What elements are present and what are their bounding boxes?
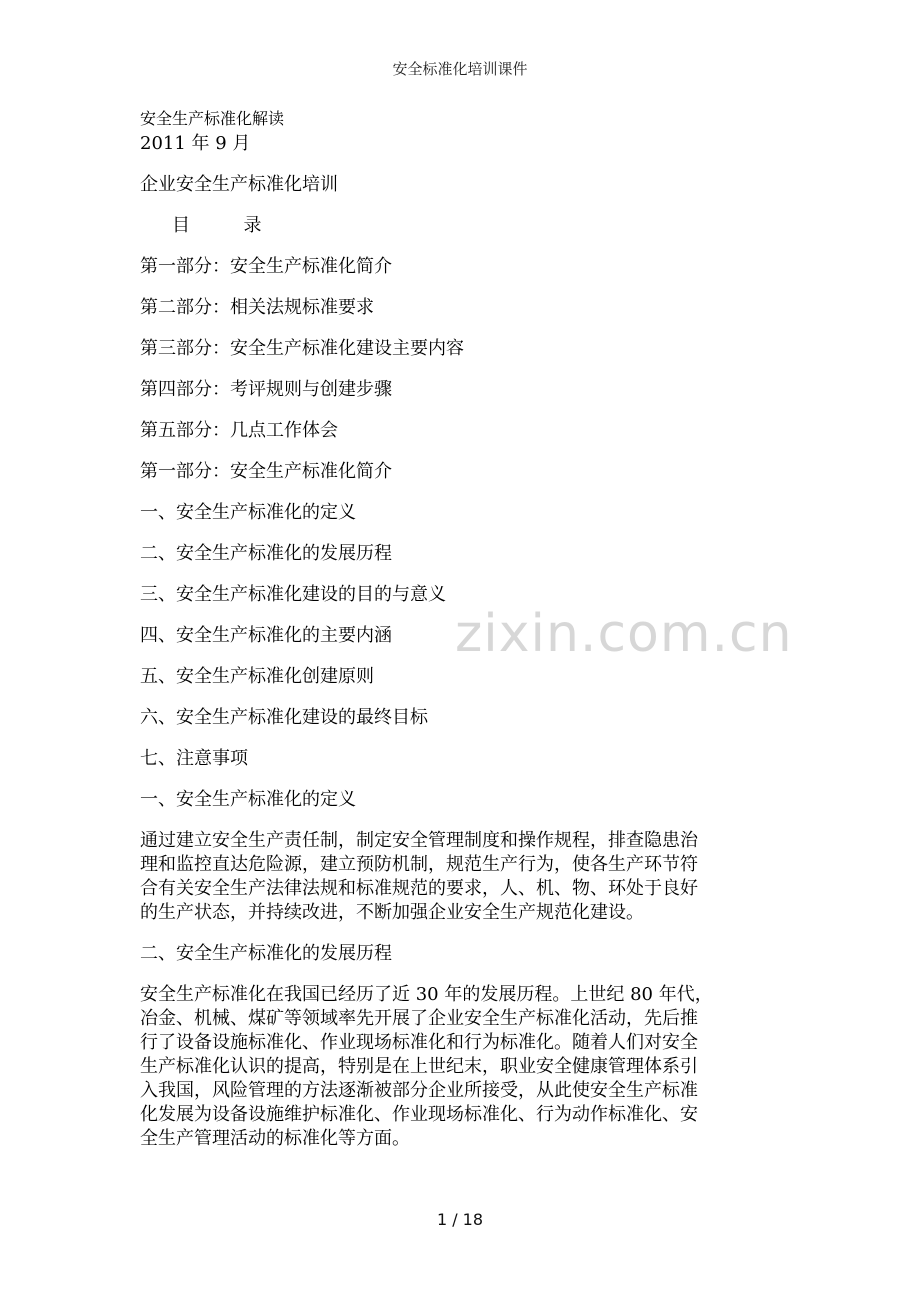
paragraph-line: 入我国，风险管理的方法逐渐被部分企业所接受，从此使安全生产标准 [140,1080,698,1101]
paragraph-line: 全生产管理活动的标准化等方面。 [140,1128,410,1149]
subtitle: 安全生产标准化解读 [140,109,285,128]
paragraph-line: 通过建立安全生产责任制，制定安全管理制度和操作规程，排查隐患治 [140,830,698,851]
toc-title-right: 录 [243,215,262,236]
paragraph-line: 理和监控直达危险源，建立预防机制，规范生产行为，使各生产环节符 [140,854,698,875]
part1-item: 一、安全生产标准化的定义 [140,502,356,523]
part1-item: 三、安全生产标准化建设的目的与意义 [140,584,446,605]
section1-heading: 一、安全生产标准化的定义 [140,789,356,810]
part1-item: 六、安全生产标准化建设的最终目标 [140,707,428,728]
page-header: 安全标准化培训课件 [392,60,528,78]
toc-item: 第四部分：考评规则与创建步骤 [140,379,392,400]
paragraph-line: 安全生产标准化在我国已经历了近 30 年的发展历程。上世纪 80 年代， [140,984,713,1005]
toc-item: 第五部分：几点工作体会 [140,420,338,441]
part1-item: 二、安全生产标准化的发展历程 [140,543,392,564]
date-line: 2011 年 9 月 [140,133,251,154]
paragraph-line: 合有关安全生产法律法规和标准规范的要求，人、机、物、环处于良好 [140,878,698,899]
watermark: zixin.com.cn [455,604,793,664]
section2-paragraph [140,983,790,1151]
paragraph-line: 的生产状态，并持续改进，不断加强企业安全生产规范化建设。 [140,902,644,923]
paragraph-line: 行了设备设施标准化、作业现场标准化和行为标准化。随着人们对安全 [140,1032,698,1053]
page-number: 1 / 18 [436,1210,484,1229]
toc-title [172,214,790,238]
paragraph-line: 化发展为设备设施维护标准化、作业现场标准化、行为动作标准化、安 [140,1104,698,1125]
section2-heading: 二、安全生产标准化的发展历程 [140,943,392,964]
part1-heading: 第一部分：安全生产标准化简介 [140,461,392,482]
toc-item: 第二部分：相关法规标准要求 [140,297,374,318]
section1-paragraph [140,829,790,925]
toc-item: 第三部分：安全生产标准化建设主要内容 [140,338,464,359]
toc-title-left: 目 [172,215,190,236]
toc-item: 第一部分：安全生产标准化简介 [140,256,392,277]
paragraph-line: 生产标准化认识的提高，特别是在上世纪末，职业安全健康管理体系引 [140,1056,698,1077]
part1-item: 七、注意事项 [140,748,248,769]
paragraph-line: 冶金、机械、煤矿等领域率先开展了企业安全生产标准化活动，先后推 [140,1008,698,1029]
part1-item: 五、安全生产标准化创建原则 [140,666,374,687]
part1-item: 四、安全生产标准化的主要内涵 [140,625,392,646]
training-title: 企业安全生产标准化培训 [140,174,338,195]
